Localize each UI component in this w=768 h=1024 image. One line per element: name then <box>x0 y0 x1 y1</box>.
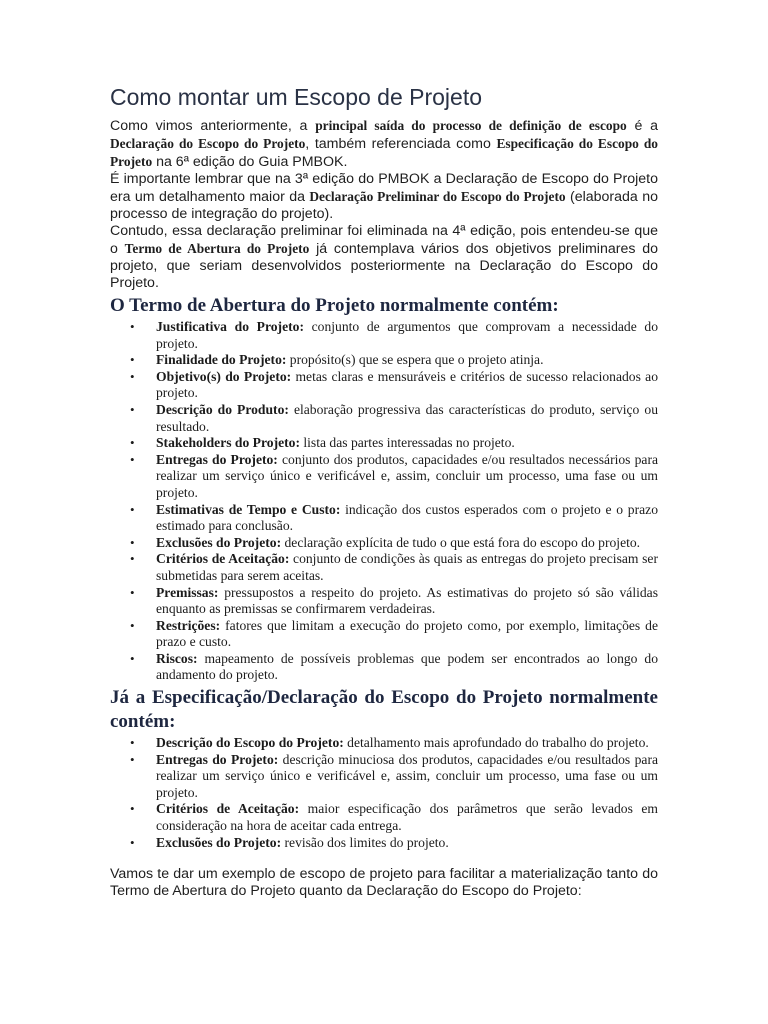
bullet-icon: • <box>130 451 135 467</box>
list-item-label: Critérios de Aceitação: <box>156 551 290 567</box>
bullet-icon: • <box>130 534 135 550</box>
list-item-label: Descrição do Produto: <box>156 401 289 417</box>
bullet-icon: • <box>130 401 135 417</box>
list-item-text: pressupostos a respeito do projeto. As estimativas do projeto só são válidas enquanto as premissas se confirmarem verdadeiras. <box>156 584 658 617</box>
intro-paragraph-1 <box>110 117 658 171</box>
intro-paragraph-2 <box>110 171 658 223</box>
bold-run: Declaração Preliminar do Escopo do Projeto <box>309 189 566 204</box>
bold-run: principal saída do processo de definição de escopo <box>315 118 627 133</box>
text-run: , também referenciada como <box>305 136 497 152</box>
list-item-label: Descrição do Escopo do Projeto: <box>156 735 344 751</box>
list-item-text: descrição minuciosa dos produtos, capacidades e/ou resultados para realizar um serviço único e verificável e, assim, concluir um processo, uma fase ou um projeto. <box>156 751 659 800</box>
bullet-icon: • <box>130 584 135 600</box>
list-item-text: elaboração progressiva das características do produto, serviço ou resultado. <box>156 401 658 434</box>
bullet-icon: • <box>130 617 135 633</box>
bullet-icon: • <box>130 368 135 384</box>
list-item <box>110 835 658 852</box>
bullet-icon: • <box>130 435 135 451</box>
list-item-label: Exclusões do Projeto: <box>156 834 282 850</box>
list-item <box>110 535 658 552</box>
bullet-icon: • <box>130 751 135 767</box>
list-item-text: indicação dos custos esperados com o projeto e o prazo estimado para conclusão. <box>156 501 658 534</box>
termo-contents-list <box>110 319 658 684</box>
list-item-text: conjunto de argumentos que comprovam a necessidade do projeto. <box>156 319 658 351</box>
list-item-text: metas claras e mensuráveis e critérios de sucesso relacionados ao projeto. <box>156 368 658 401</box>
bullet-icon: • <box>130 735 135 751</box>
list-item-label: Justificativa do Projeto: <box>156 319 304 334</box>
list-item-label: Objetivo(s) do Projeto: <box>156 368 292 384</box>
list-item-label: Stakeholders do Projeto: <box>156 435 300 451</box>
text-run: na 6ª edição do Guia PMBOK. <box>152 154 348 170</box>
closing-paragraph: Vamos te dar um exemplo de escopo de projeto para facilitar a materialização tanto do Termo de Abertura do Projeto quanto da Declaração do Escopo do Projeto: <box>110 866 658 900</box>
text-run: já contemplava vários dos objetivos preliminares do projeto, que seriam desenvolvidos posteriormente na Declaração do Escopo do Projeto. <box>110 241 658 291</box>
list-item-label: Critérios de Aceitação: <box>156 801 300 817</box>
list-item-text: propósito(s) que se espera que o projeto atinja. <box>286 352 544 368</box>
list-item <box>110 551 658 584</box>
list-item <box>110 402 658 435</box>
text-run: É importante lembrar que na 3ª edição do PMBOK a Declaração de Escopo do Projeto era um detalhamento maior da <box>110 171 658 205</box>
page-title: Como montar um Escopo de Projeto <box>110 84 483 110</box>
list-item <box>110 651 658 684</box>
list-item <box>110 435 658 452</box>
text-run: Como vimos anteriormente, a <box>110 118 316 134</box>
bullet-icon: • <box>130 834 135 850</box>
list-item-text: detalhamento mais aprofundado do trabalho do projeto. <box>343 735 649 751</box>
list-item-label: Estimativas de Tempo e Custo: <box>156 501 341 517</box>
list-item-label: Entregas do Projeto: <box>156 451 278 467</box>
list-item-text: declaração explícita de tudo o que está fora do escopo do projeto. <box>281 534 641 550</box>
bullet-icon: • <box>130 501 135 517</box>
list-item <box>110 801 658 834</box>
list-item-text: maior especificação dos parâmetros que serão levados em consideração na hora de aceitar cada entrega. <box>156 801 658 834</box>
list-item-text: fatores que limitam a execução do projeto como, por exemplo, limitações de prazo e custo. <box>156 617 658 650</box>
list-item-label: Finalidade do Projeto: <box>156 352 287 368</box>
list-item <box>110 369 658 402</box>
bold-run: Especificação do Escopo do Projeto <box>110 136 658 169</box>
list-item-label: Entregas do Projeto: <box>156 751 279 767</box>
document-content <box>110 84 658 900</box>
bullet-icon: • <box>130 352 135 368</box>
text-run: (elaborada no processo de integração do projeto). <box>110 189 658 222</box>
list-item-label: Restrições: <box>156 617 221 633</box>
bullet-icon: • <box>130 551 135 567</box>
list-item <box>110 752 658 802</box>
bold-run: Declaração do Escopo do Projeto <box>110 136 306 151</box>
bullet-icon: • <box>130 319 135 334</box>
section-heading-termo: O Termo de Abertura do Projeto normalmente contém: <box>110 295 559 316</box>
list-item <box>110 352 658 369</box>
list-item-label: Premissas: <box>156 584 219 600</box>
list-item-text: conjunto de condições às quais as entregas do projeto precisam ser submetidas para serem aceitas. <box>156 551 658 583</box>
list-item <box>110 319 658 352</box>
list-item-text: lista das partes interessadas no projeto. <box>299 435 515 451</box>
bullet-icon: • <box>130 801 135 817</box>
list-item <box>110 452 658 502</box>
intro-paragraph-3 <box>110 223 658 292</box>
text-run: Contudo, essa declaração preliminar foi eliminada na 4ª edição, pois entendeu-se que o <box>110 223 658 257</box>
list-item <box>110 735 658 752</box>
spacer <box>110 851 658 866</box>
list-item <box>110 585 658 618</box>
bullet-icon: • <box>130 650 135 666</box>
especificacao-contents-list <box>110 735 658 851</box>
list-item-label: Riscos: <box>156 650 198 666</box>
text-run: é a <box>626 118 659 134</box>
list-item <box>110 618 658 651</box>
bold-run: Termo de Abertura do Projeto <box>124 241 310 256</box>
section-heading-especificacao: Já a Especificação/Declaração do Escopo do Projeto normalmente contém: <box>110 687 658 733</box>
list-item-text: mapeamento de possíveis problemas que podem ser encontrados ao longo do andamento do projeto. <box>156 650 658 683</box>
list-item-label: Exclusões do Projeto: <box>156 534 282 550</box>
list-item <box>110 502 658 535</box>
list-item-text: revisão dos limites do projeto. <box>281 834 449 850</box>
list-item-text: conjunto dos produtos, capacidades e/ou resultados necessários para realizar um serviço único e verificável e, assim, concluir um processo, uma fase ou um projeto. <box>156 451 659 500</box>
